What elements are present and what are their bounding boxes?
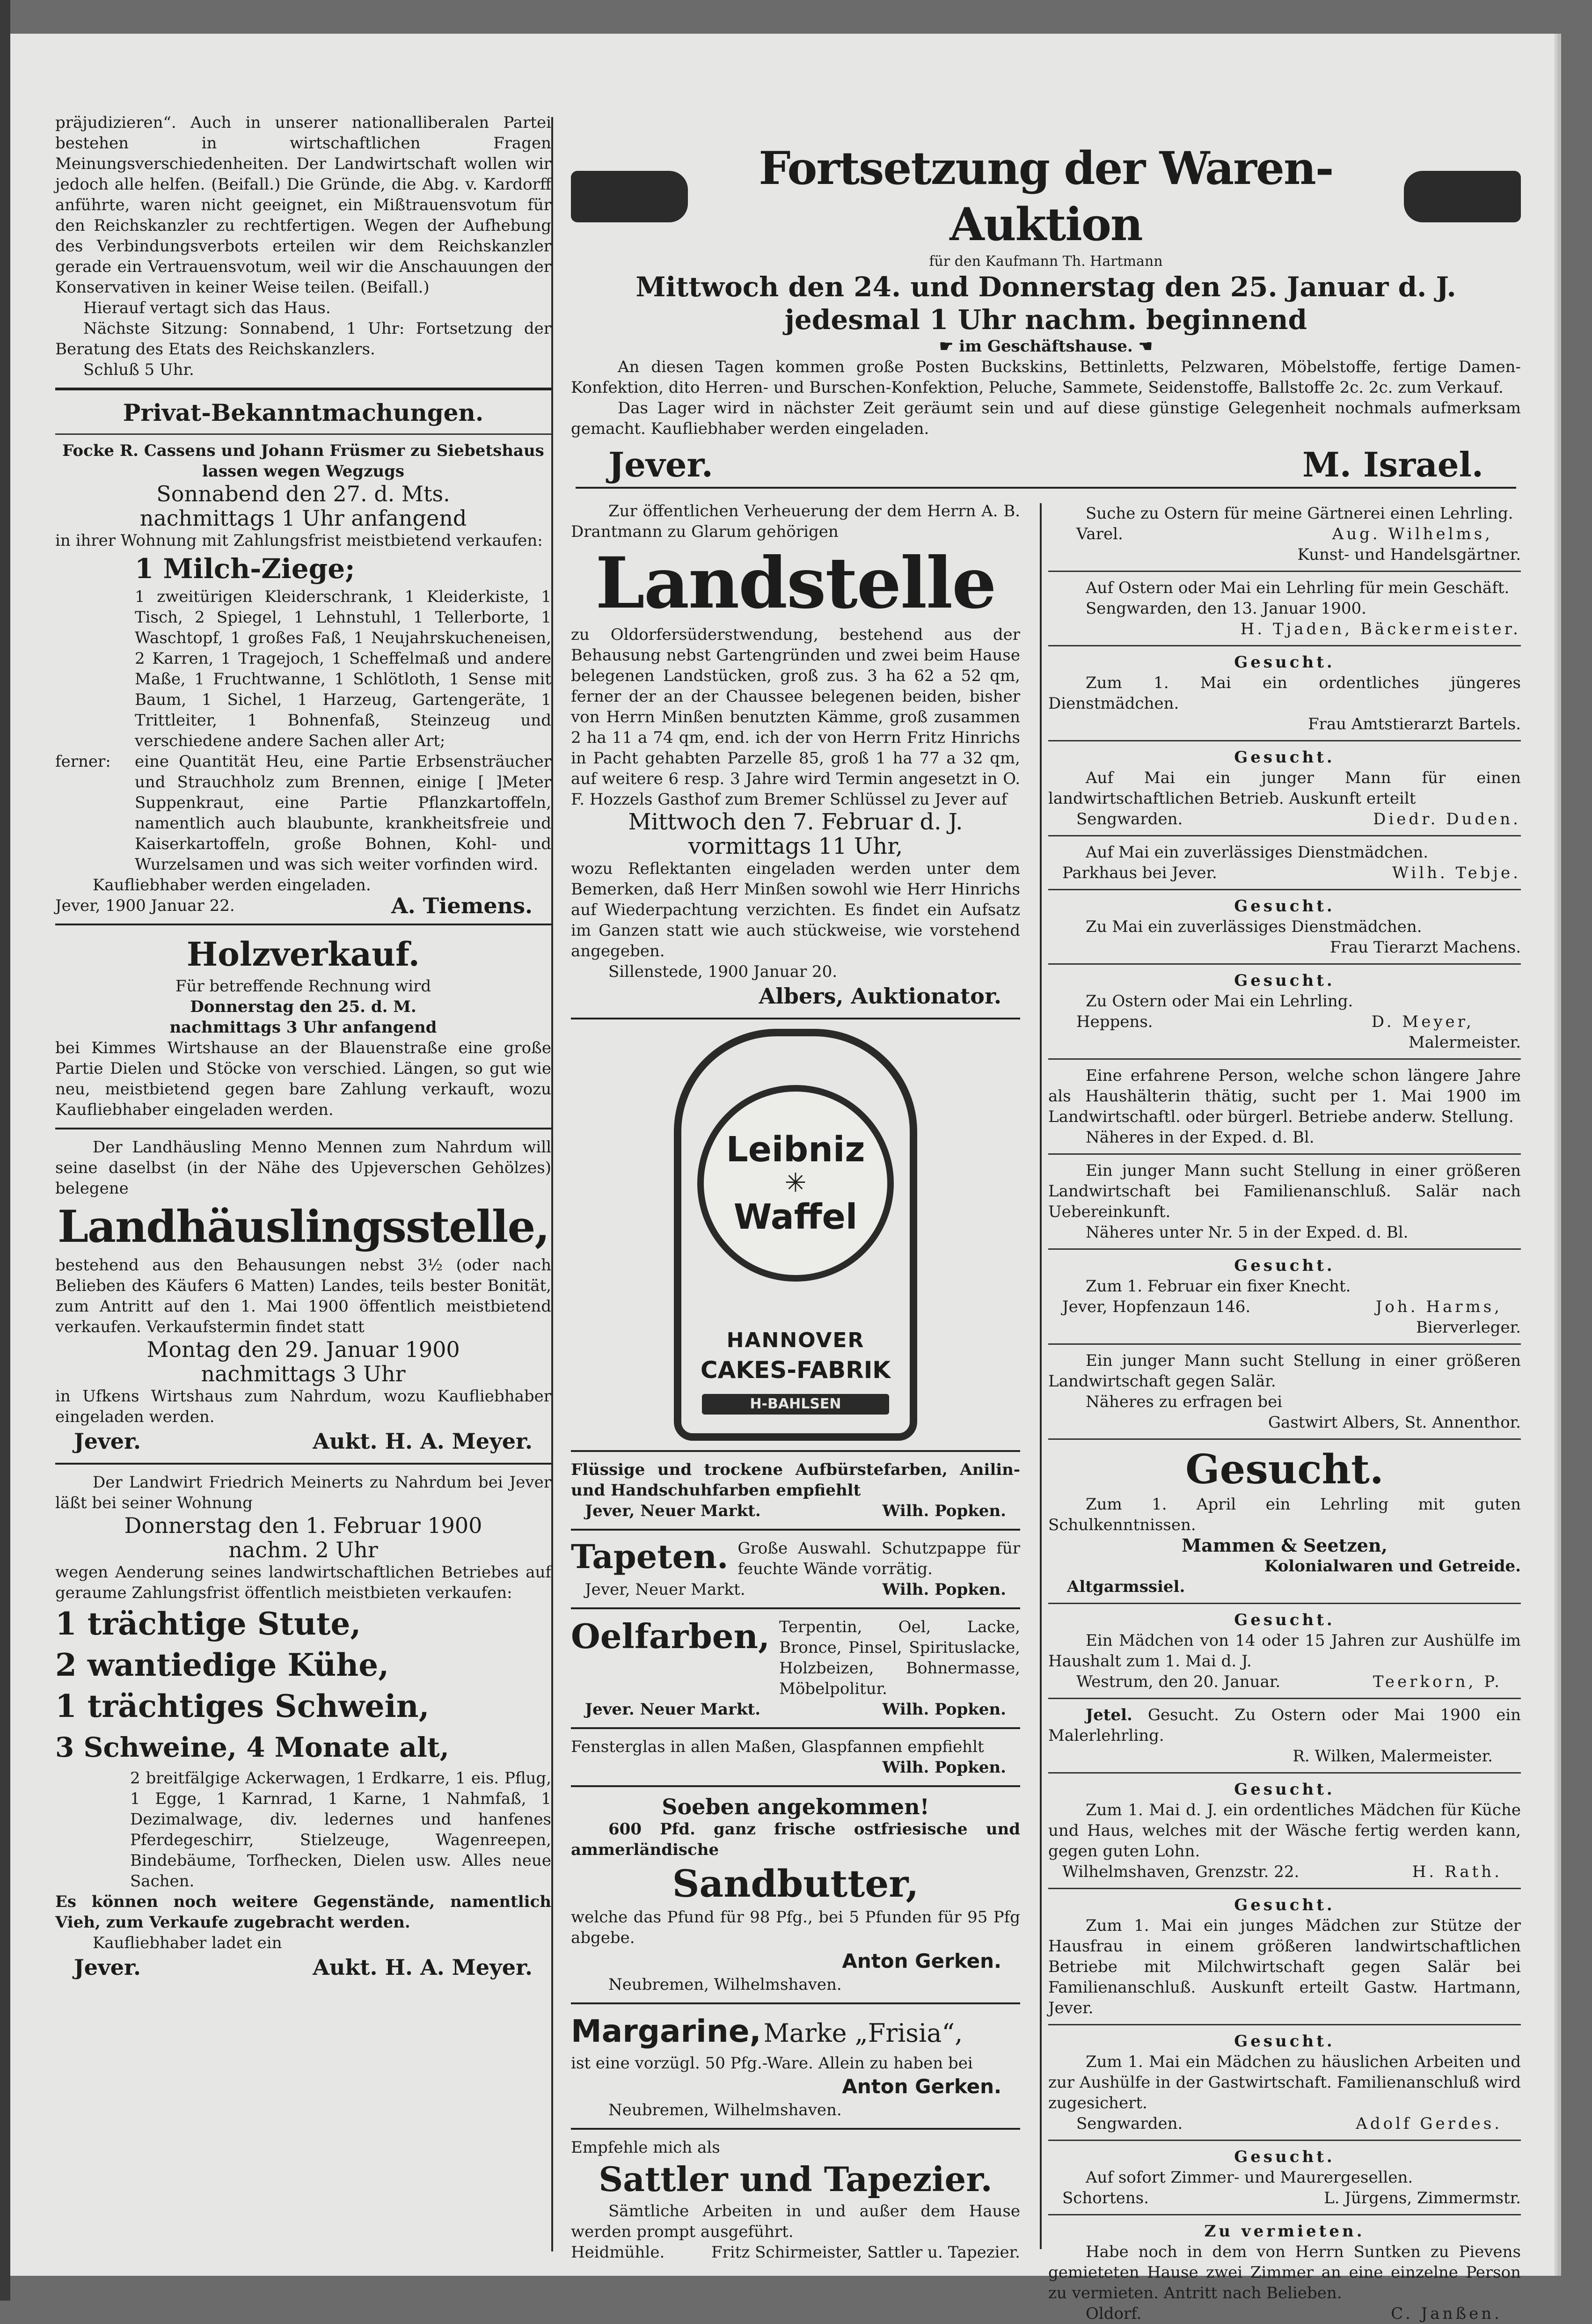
ad1-text: in ihrer Wohnung mit Zahlungsfrist meistbietend verkaufen:: [55, 531, 543, 550]
ad1-place: Jever, 1900 Januar 22.: [55, 896, 235, 915]
c2-ad7-place: Neubremen, Wilhelmshaven.: [608, 2101, 842, 2119]
c3-ad2-signature: H. Tjaden, Bäckermeister.: [1240, 620, 1521, 638]
c2-ad4-title: Oelfarben,: [571, 1616, 770, 1656]
divider: [1048, 963, 1521, 965]
c3-ad17-signature: Adolf Gerdes.: [1356, 2114, 1502, 2133]
c2-ad1-text: zu Oldorfersüderstwendung, bestehend aus der Behausung nebst Gartengründen und zwei beim Hause belegenen Landstücken, groß zus. 3 ha 62 a 52 qm, ferner der an der Chaussee belegenen beiden, bisher von Herrn Minßen benutzten Kämme, groß zusammen 2 ha 11 a 74 qm, end. ich der von Herrn Fritz Hinrichs in Pacht gehabten Parzelle 85, groß 1 ha 77 a 32 qm, auf weitere 6 resp. 3 Jahre wird Termin angesetzt in O. F. Hozzels Gasthof zum Bremer Schlüssel zu Jever auf: [571, 625, 1020, 809]
logo-text-cakes-fabrik: CAKES-FABRIK: [700, 1356, 891, 1384]
c2-ad4-block: [571, 1617, 1020, 1699]
c3-ad15-signature: H. Rath.: [1412, 1862, 1502, 1881]
c2-ad6-signature: Anton Gerken.: [842, 1950, 1001, 1972]
c3-ad8-text: Eine erfahrene Person, welche schon längere Jahre als Haushälterin thätig, sucht per 1. Mai 1900 im Landwirtschaftl. oder bürgerl. Betriebe anderw. Stellung.: [1048, 1066, 1521, 1126]
c3-ad5-signature-row: [1048, 863, 1521, 883]
ad1-ferner: eine Quantität Heu, eine Partie Erbsensträucher und Strauchholz zum Brennen, einige [ ]Meter Suppenkraut, eine Partie Pflanzkartoffeln, namentlich auch blaubunte, krankheitsfreie und Kaiserkartoffeln, große Bohnen, Kohl- und Wurzelsamen und was sich weiter vorfinden wird.: [135, 752, 551, 874]
auction-title: Fortsetzung der Waren-Auktion: [759, 142, 1333, 251]
c2-ad1-time: vormittags 11 Uhr,: [688, 833, 903, 859]
divider: [1048, 1438, 1521, 1440]
c3-ad19-signature: C. Janßen.: [1391, 2304, 1502, 2323]
c3-ad19-text: Habe noch in dem von Herrn Suntken zu Pievens gemieteten Hause zwei Zimmer an eine einzelne Person zu vermieten. Antritt nach Belieben.: [1048, 2243, 1521, 2302]
c3-gesucht-10: Gesucht.: [1234, 2148, 1335, 2166]
ad3-place: Jever.: [74, 1429, 141, 1454]
c2-ad4-signature: Wilh. Popken.: [882, 1700, 1006, 1719]
logo-text-waffel: Waffel: [733, 1197, 858, 1237]
auction-location: im Geschäftshause.: [959, 337, 1133, 356]
ad4-place: Jever.: [74, 1955, 141, 1980]
column-2: [571, 501, 1020, 2262]
c3-ad7-signature-2: Malermeister.: [1408, 1033, 1521, 1052]
c3-ad14-text: [1048, 1705, 1521, 1746]
c2-ad8-head: Empfehle mich als: [571, 2138, 720, 2157]
divider: [1048, 1343, 1521, 1345]
c2-ad6-text-2: welche das Pfund für 98 Pfg., bei 5 Pfunden für 95 Pfg abgebe.: [571, 1908, 1020, 1947]
c3-ad1-place: Varel.: [1076, 525, 1123, 543]
ad1-list: 1 zweitürigen Kleiderschrank, 1 Kleiderkiste, 1 Tisch, 2 Spiegel, 1 Lehnstuhl, 1 Tellerborte, 1 Waschtopf, 1 großes Faß, 1 Neujahrskucheneisen, 2 Karren, 1 Tragejoch, 1 Scheffelmaß und andere Maße, 1 Fruchtwanne, 1 Schlötloth, 1 Sense mit Baum, 1 Sichel, 1 Harzeug, Gartengeräte, 1 Trittleiter, 1 Bohnenfaß, Steinzeug und verschiedene andere Sachen aller Art;: [135, 587, 551, 750]
leibniz-waffel-logo: [674, 1029, 917, 1441]
ad1-ferner-block: [55, 751, 551, 875]
c3-ad1-signature-row: [1048, 524, 1521, 544]
c3-ad15-place: Wilhelmshaven, Grenzstr. 22.: [1062, 1862, 1300, 1881]
c2-ad1-signature: Albers, Auktionator.: [759, 983, 1001, 1009]
c3-ad11-signature: Gastwirt Albers, St. Annenthor.: [1268, 1413, 1521, 1432]
c2-ad2-signature-row: [571, 1501, 1020, 1521]
ad1-head: Focke R. Cassens und Johann Früsmer zu Siebetshaus lassen wegen Wegzugs: [62, 441, 544, 481]
banner-divider: [576, 487, 1516, 489]
c3-ad5-text: Auf Mai ein zuverlässiges Dienstmädchen.: [1086, 843, 1429, 862]
c2-ad3-signature-row: [571, 1579, 1020, 1600]
c3-ad3-signature: Frau Amtstierarzt Bartels.: [1308, 715, 1521, 733]
divider: [571, 2128, 1020, 2130]
auction-banner: [571, 140, 1521, 487]
c2-ad7-title: Margarine,: [571, 2013, 761, 2049]
pointing-hand-icon: ☚: [1132, 337, 1153, 356]
divider: [1048, 2140, 1521, 2141]
divider: [1048, 2214, 1521, 2215]
c3-ad14-label: Jetel.: [1086, 1706, 1132, 1724]
c3-ad4-place: Sengwarden.: [1076, 810, 1183, 828]
ad4-time: nachm. 2 Uhr: [228, 1537, 378, 1562]
ad3-date: Montag den 29. Januar 1900: [146, 1337, 460, 1362]
c2-ad3-place: Jever, Neuer Markt.: [585, 1580, 745, 1599]
c3-ad12-text: Zum 1. April ein Lehrling mit guten Schulkenntnissen.: [1048, 1495, 1521, 1534]
ad4-item-4: 3 Schweine, 4 Monate alt,: [55, 1731, 449, 1763]
divider: [571, 2002, 1020, 2004]
divider: [571, 1529, 1020, 1531]
ad1-close: Kaufliebhaber werden eingeladen.: [93, 876, 371, 894]
divider: [1048, 740, 1521, 741]
logo-text-hannover: HANNOVER: [726, 1328, 865, 1352]
c3-ad9-text: Ein junger Mann sucht Stellung in einer größeren Landwirtschaft bei Familienanschluß. Salär nach Uebereinkunft.: [1048, 1161, 1521, 1221]
pointing-hand-left-icon: [1404, 171, 1521, 222]
c3-ad2-place: Sengwarden, den 13. Januar 1900.: [1086, 599, 1366, 618]
divider: [1048, 1248, 1521, 1250]
divider: [1048, 889, 1521, 890]
auction-line-3: [571, 336, 1521, 357]
column-rule-1: [551, 117, 553, 2251]
c3-ad13-place: Westrum, den 20. Januar.: [1076, 1672, 1281, 1691]
c3-ad5-signature: Wilh. Tebje.: [1392, 864, 1521, 882]
ad4-item-3: 1 trächtiges Schwein,: [55, 1688, 430, 1724]
pointing-hand-right-icon: [571, 171, 688, 222]
ad2-line3: nachmittags 3 Uhr anfangend: [169, 1018, 437, 1037]
logo-star-icon: ✳: [784, 1168, 807, 1198]
logo-ring: [697, 1085, 894, 1282]
c3-ad7-place: Heppens.: [1076, 1012, 1153, 1031]
divider: [571, 1607, 1020, 1609]
c3-gesucht-3: Gesucht.: [1234, 897, 1335, 916]
c3-ad8-text-2: Näheres in der Exped. d. Bl.: [1086, 1128, 1314, 1147]
c3-gesucht-1: Gesucht.: [1234, 653, 1335, 672]
c2-ad7-title-row: [571, 2012, 1020, 2053]
c3-ad10-signature: Joh. Harms,: [1375, 1298, 1502, 1316]
c2-ad8-signature: Fritz Schirmeister, Sattler u. Tapezier.: [711, 2243, 1020, 2262]
ad1-signature: A. Tiemens.: [391, 893, 533, 918]
c2-ad1-date: Mittwoch den 7. Februar d. J.: [628, 809, 963, 835]
c3-ad3-text: Zum 1. Mai ein ordentliches jüngeres Dienstmädchen.: [1048, 674, 1521, 713]
c2-ad7-text: ist eine vorzügl. 50 Pfg.-Ware. Allein zu haben bei: [571, 2054, 973, 2073]
column-1: [55, 112, 551, 2237]
divider: [571, 1450, 1020, 1452]
ad1-signature-row: [55, 895, 551, 916]
c2-ad1-head: Zur öffentlichen Verheuerung der dem Herrn A. B. Drantmann zu Glarum gehörigen: [571, 502, 1020, 541]
c3-ad10-signature-row: [1048, 1297, 1521, 1317]
divider: [55, 433, 551, 435]
c3-ad13-signature-row: [1048, 1672, 1521, 1692]
ad4-extra: Es können noch weitere Gegenstände, namentlich Vieh, zum Verkaufe zugebracht werden.: [55, 1892, 551, 1932]
c2-ad4-place: Jever. Neuer Markt.: [585, 1700, 761, 1719]
c3-ad17-signature-row: [1048, 2113, 1521, 2134]
ad3-time: nachmittags 3 Uhr: [201, 1361, 406, 1386]
c3-ad18-text: Auf sofort Zimmer- und Maurergesellen.: [1086, 2168, 1413, 2187]
ad3-signature: Aukt. H. A. Meyer.: [313, 1429, 533, 1454]
divider: [571, 1727, 1020, 1729]
ad3-text: bestehend aus den Behausungen nebst 3½ (oder nach Belieben des Käufers 6 Matten) Landes, teils bester Bonität, zum Antritt auf den 1. Mai 1900 öffentlich meistbietend verkaufen. Verkaufstermin findet statt: [55, 1256, 551, 1336]
c2-ad6-title: Sandbutter,: [672, 1862, 919, 1906]
c2-ad2-signature: Wilh. Popken.: [882, 1502, 1006, 1520]
auction-line-2: jedesmal 1 Uhr nachm. beginnend: [784, 304, 1307, 336]
c3-gesucht-8: Gesucht.: [1234, 1896, 1335, 1914]
auction-line-1: Mittwoch den 24. und Donnerstag den 25. Januar d. J.: [635, 271, 1456, 303]
ad4-signature: Aukt. H. A. Meyer.: [313, 1955, 533, 1980]
column-3: [1048, 503, 1521, 2323]
ad2-line1: Für betreffende Rechnung wird: [175, 977, 431, 996]
c2-ad3-title: Tapeten.: [571, 1537, 729, 1576]
c3-ad17-text: Zum 1. Mai ein Mädchen zu häuslichen Arbeiten und zur Aushülfe in der Gastwirtschaft. Familienanschluß wird zugesichert.: [1048, 2053, 1521, 2112]
c3-gesucht-9: Gesucht.: [1234, 2032, 1335, 2051]
ad4-date: Donnerstag den 1. Februar 1900: [124, 1513, 482, 1538]
divider: [55, 1463, 551, 1465]
c3-gesucht-5: Gesucht.: [1234, 1256, 1335, 1275]
auction-title-row: [571, 140, 1521, 253]
ad3-title: Landhäuslingsstelle,: [57, 1201, 549, 1253]
c3-ad14-body: Gesucht. Zu Ostern oder Mai 1900 ein Malerlehrling.: [1048, 1706, 1521, 1745]
c2-ad2-text: Flüssige und trockene Aufbürstefarben, Anilin- und Handschuhfarben empfiehlt: [571, 1460, 1020, 1500]
c3-ad19-place: Oldorf.: [1086, 2304, 1142, 2323]
c3-ad4-text: Auf Mai ein junger Mann für einen landwirtschaftlichen Betrieb. Auskunft erteilt: [1048, 769, 1521, 808]
c3-ad12-place: Altgarmssiel.: [1067, 1577, 1185, 1596]
c3-ad18-signature-row: [1048, 2188, 1521, 2208]
ad4-close: Kaufliebhaber ladet ein: [93, 1934, 282, 1952]
divider: [1048, 1153, 1521, 1155]
ad4-item-2: 2 wantiedige Kühe,: [55, 1647, 389, 1683]
c3-ad5-place: Parkhaus bei Jever.: [1062, 864, 1217, 882]
ad4-text: wegen Aenderung seines landwirtschaftlichen Betriebes auf geraume Zahlungsfrist öffentlich meistbieten verkaufen:: [55, 1563, 551, 1602]
c2-ad3-block: [571, 1538, 1020, 1579]
c2-ad7-signature: Anton Gerken.: [842, 2075, 1001, 2098]
c3-ad4-signature: Diedr. Duden.: [1373, 810, 1521, 828]
logo-text-leibniz: Leibniz: [726, 1129, 865, 1170]
c3-ad12-signature-2: Kolonialwaren und Getreide.: [1264, 1557, 1521, 1576]
ad4-item-1: 1 trächtige Stute,: [55, 1606, 361, 1642]
c2-ad6-place: Neubremen, Wilhelmshaven.: [608, 1975, 842, 1994]
divider: [1048, 1698, 1521, 1699]
divider: [55, 388, 551, 390]
auction-signature-row: [571, 439, 1521, 486]
c3-gesucht-4: Gesucht.: [1234, 971, 1335, 990]
c3-ad13-signature: Teerkorn, P.: [1373, 1672, 1502, 1691]
ad3-signature-row: [55, 1427, 551, 1455]
ad1-date: Sonnabend den 27. d. Mts.: [156, 481, 450, 506]
c3-ad15-signature-row: [1048, 1862, 1521, 1882]
section-title: Privat-Bekanntmachungen.: [123, 399, 484, 426]
page-spine: [0, 0, 10, 2301]
c3-ad7-signature: D. Meyer,: [1371, 1012, 1474, 1031]
c3-ad13-text: Ein Mädchen von 14 oder 15 Jahren zur Aushülfe im Haushalt zum 1. Mai d. J.: [1048, 1631, 1521, 1671]
divider: [55, 1128, 551, 1129]
c3-ad18-signature: L. Jürgens, Zimmermstr.: [1324, 2189, 1521, 2207]
intro-text-2: Hierauf vertagt sich das Haus.: [83, 299, 331, 317]
c3-ad15-text: Zum 1. Mai d. J. ein ordentliches Mädchen für Küche und Haus, welches mit der Wäsche fertig werden kann, gegen guten Lohn.: [1048, 1801, 1521, 1861]
divider: [571, 1018, 1020, 1019]
c3-ad2-text: Auf Ostern oder Mai ein Lehrling für mein Geschäft.: [1086, 579, 1510, 597]
c3-ad16-text: Zum 1. Mai ein junges Mädchen zur Stütze der Hausfrau in einem größeren landwirtschaftlichen Betriebe mit Milchwirtschaft gegen Salär bei Familienanschluß. Auskunft erteilt Gastw. Hartmann, Jever.: [1048, 1916, 1521, 2017]
divider: [1048, 1772, 1521, 1774]
c2-ad1-text-2: wozu Reflektanten eingeladen werden unter dem Bemerken, daß Herr Minßen sowohl wie Herr Hinrichs auf Wiederpachtung verzichten. Es findet ein Aufsatz im Ganzen statt wie auch stückweise, wie vorstehend angegeben.: [571, 859, 1020, 960]
c2-ad8-text: Sämtliche Arbeiten in und außer dem Hause werden prompt ausgeführt.: [571, 2202, 1020, 2241]
c2-ad6-head: Soeben angekommen!: [662, 1794, 929, 1819]
c3-gesucht-6: Gesucht.: [1234, 1611, 1335, 1629]
c2-ad5-signature: Wilh. Popken.: [882, 1758, 1006, 1777]
c3-ad17-place: Sengwarden.: [1076, 2114, 1183, 2133]
ad1-ferner-label: ferner:: [55, 752, 111, 771]
divider: [55, 924, 551, 925]
c2-ad7-marke: Marke „Frisia“,: [763, 2018, 963, 2048]
c3-ad6-text: Zu Mai ein zuverlässiges Dienstmädchen.: [1086, 917, 1422, 936]
divider: [1048, 645, 1521, 646]
logo-band: H-BAHLSEN: [702, 1394, 889, 1415]
c2-ad8-place: Heidmühle.: [571, 2243, 665, 2262]
c2-ad1-place: Sillenstede, 1900 Januar 20.: [608, 962, 838, 981]
c3-ad7-signature-row: [1048, 1012, 1521, 1032]
c3-ad1-signature: Aug. Wilhelms,: [1332, 525, 1493, 543]
ad4-head: Der Landwirt Friedrich Meinerts zu Nahrdum bei Jever läßt bei seiner Wohnung: [55, 1473, 551, 1512]
ad4-list: 2 breitfälgige Ackerwagen, 1 Erdkarre, 1 eis. Pflug, 1 Egge, 1 Karnrad, 1 Karne, 1 Nahmfaß, 1 Dezimalwage, div. ledernes und hanfenes Pferdegeschirr, Stielzeuge, Wagenreepen, Bindebäume, Torfhecken, Dielen usw. Alles neue Sachen.: [130, 1769, 551, 1891]
auction-text-2: Das Lager wird in nächster Zeit geräumt sein und auf diese günstige Gelegenheit nochmals aufmerksam gemacht. Kaufliebhaber werden eingeladen.: [571, 399, 1521, 438]
intro-text: präjudizieren“. Auch in unserer nationalliberalen Partei bestehen in wirtschaftlichen Fragen Meinungsverschiedenheiten. Der Landwirtschaft wollen wir jedoch alle helfen. (Beifall.) Die Gründe, die Abg. v. Kardorff anführte, waren nicht geeignet, ein Mißtrauensvotum für den Reichskanzler zu rechtfertigen. Wegen der Aufhebung des Verbindungsverbots erteilen wir dem Reichskanzler gerade ein Vertrauensvotum, weil wir die Anschauungen der Konservativen in keiner Weise teilen. (Beifall.): [55, 113, 551, 297]
c2-ad3-signature: Wilh. Popken.: [882, 1580, 1006, 1599]
ad1-time: nachmittags 1 Uhr anfangend: [139, 506, 467, 531]
c3-ad10-signature-2: Bierverleger.: [1416, 1318, 1521, 1337]
c3-ad11-text-2: Näheres zu erfragen bei: [1086, 1393, 1283, 1411]
ad1-item: 1 Milch-Ziege;: [135, 553, 355, 585]
auction-text: An diesen Tagen kommen große Posten Buckskins, Bettinletts, Pelzwaren, Möbelstoffe, fertige Damen-Konfektion, dito Herren- und Burschen-Konfektion, Peluche, Sammete, Seidenstoffe, Ballstoffe 2c. 2c. zum Verkauf.: [571, 358, 1521, 397]
c3-ad4-signature-row: [1048, 809, 1521, 829]
c3-gesucht-2: Gesucht.: [1234, 748, 1335, 767]
column-rule-2: [1040, 503, 1042, 2249]
ad2-text: bei Kimmes Wirtshause an der Blauenstraße eine große Partie Dielen und Stöcke von verschied. Längen, so gut wie neu, meistbietend gegen bare Zahlung verkauft, wozu Kaufliebhaber eingeladen werden.: [55, 1039, 551, 1119]
intro-text-3: Nächste Sitzung: Sonnabend, 1 Uhr: Fortsetzung der Beratung des Etats des Reichskanzlers.: [55, 319, 551, 359]
c2-ad4-signature-row: [571, 1699, 1020, 1720]
ad3-head: Der Landhäusling Menno Mennen zum Nahrdum will seine daselbst (in der Nähe des Upjeverschen Gehölzes) belegene: [55, 1138, 551, 1198]
ad4-signature-row: [55, 1953, 551, 1981]
c2-ad2-place: Jever, Neuer Markt.: [585, 1502, 761, 1520]
c3-ad18-place: Schortens.: [1062, 2189, 1149, 2207]
c3-ad7-text: Zu Ostern oder Mai ein Lehrling.: [1086, 992, 1353, 1011]
c3-ad19-signature-row: [1048, 2303, 1521, 2324]
divider: [1048, 1888, 1521, 1889]
ad3-text-2: in Ufkens Wirtshaus zum Nahrdum, wozu Kaufliebhaber eingeladen werden.: [55, 1387, 551, 1426]
c2-ad4-text: Terpentin, Oel, Lacke, Bronce, Pinsel, Spirituslacke, Holzbeizen, Bohnermasse, Möbelpolitur.: [779, 1618, 1020, 1698]
divider: [1048, 1058, 1521, 1060]
ad2-title: Holzverkauf.: [187, 935, 420, 974]
c3-ad14-signature: R. Wilken, Malermeister.: [1293, 1747, 1493, 1766]
divider: [1048, 1603, 1521, 1604]
c3-zu-vermieten: Zu vermieten.: [1204, 2222, 1365, 2241]
c2-ad5-text: Fensterglas in allen Maßen, Glaspfannen empfiehlt: [571, 1738, 984, 1756]
c3-big-gesucht: Gesucht.: [1185, 1446, 1384, 1493]
auction-signature: M. Israel.: [1302, 445, 1483, 484]
c3-ad11-text: Ein junger Mann sucht Stellung in einer größeren Landwirtschaft gegen Salär.: [1048, 1351, 1521, 1391]
pointing-hand-icon: ☛: [939, 337, 959, 356]
divider: [1048, 835, 1521, 836]
auction-subtitle: für den Kaufmann Th. Hartmann: [929, 253, 1163, 270]
c3-ad1-text: Suche zu Ostern für meine Gärtnerei einen Lehrling.: [1086, 504, 1513, 523]
divider: [1048, 2024, 1521, 2025]
c3-ad1-signature-2: Kunst- und Handelsgärtner.: [1297, 545, 1521, 564]
ad2-line2: Donnerstag den 25. d. M.: [190, 997, 416, 1016]
c3-ad10-place: Jever, Hopfenzaun 146.: [1062, 1298, 1251, 1316]
c2-ad8-title: Sattler und Tapezier.: [599, 2159, 993, 2199]
c2-ad6-text: 600 Pfd. ganz frische ostfriesische und ammerländische: [571, 1820, 1020, 1859]
c3-ad12-signature: Mammen & Seetzen,: [1182, 1535, 1388, 1556]
intro-text-4: Schluß 5 Uhr.: [83, 360, 194, 379]
c3-ad6-signature: Frau Tierarzt Machens.: [1330, 938, 1521, 957]
c2-ad8-signature-row: [571, 2242, 1020, 2263]
c3-ad10-text: Zum 1. Februar ein fixer Knecht.: [1086, 1277, 1351, 1296]
c2-ad3-text: Große Auswahl. Schutzpappe für feuchte Wände vorrätig.: [738, 1539, 1020, 1578]
c2-ad1-title: Landstelle: [595, 542, 996, 624]
divider: [1048, 571, 1521, 572]
divider: [571, 1785, 1020, 1787]
auction-place: Jever.: [608, 445, 713, 484]
c3-gesucht-7: Gesucht.: [1234, 1780, 1335, 1799]
c3-ad9-text-2: Näheres unter Nr. 5 in der Exped. d. Bl.: [1086, 1223, 1409, 1242]
